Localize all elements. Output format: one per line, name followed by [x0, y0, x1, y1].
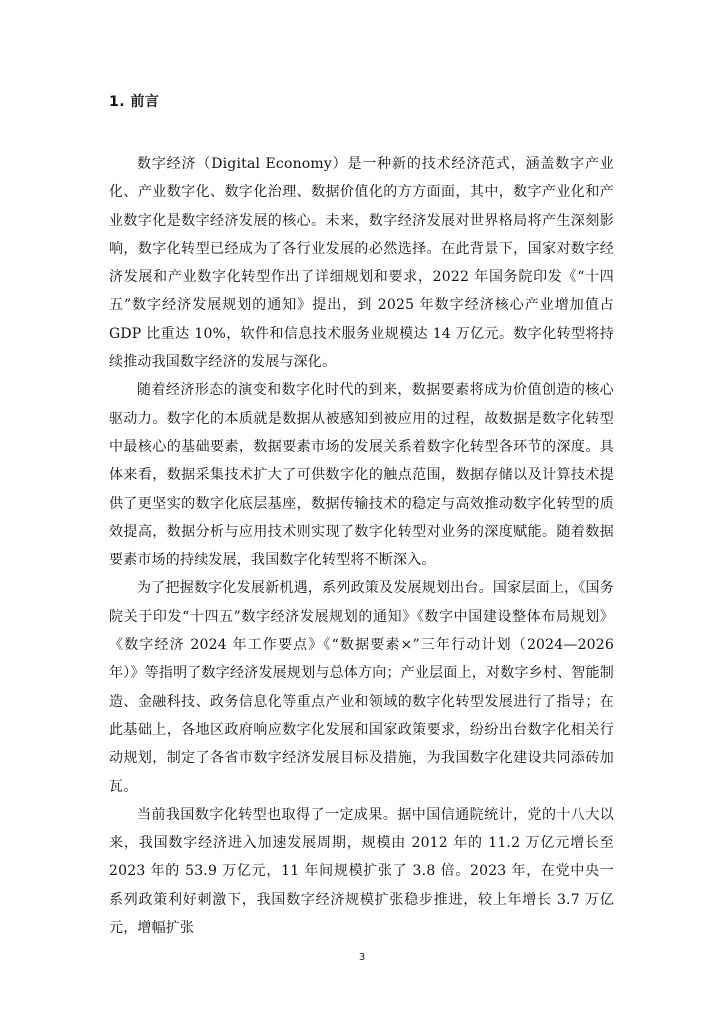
paragraph-1: 数字经济（Digital Economy）是一种新的技术经济范式，涵盖数字产业化、产业数字化、数字化治理、数据价值化的方方面面，其中，数字产业化和产业数字化是数字经济发展的核心。未来，数字经济发展对世界格局将产生深刻影响，数字化转型已经成为了各行业发展的必然选择。在此背景下，国家对数字经济发展和产业数字化转型作出了详细规划和要求，2022 年国务院印发《“十四五”数字经济发展规划的通知》提出，到 2025 年数字经济核心产业增加值占 GDP 比重达 10%，软件和信息技术服务业规模达 14 万亿元。数字化转型将持续推动我国数字经济的发展与深化。 — [109, 156, 614, 371]
paragraph-4: 当前我国数字化转型也取得了一定成果。据中国信通院统计，党的十八大以来，我国数字经济进入加速发展周期，规模由 2012 年的 11.2 万亿元增长至 2023 年的 53.9 万亿元，11 年间规模扩张了 3.8 倍。2023 年，在党中央一系列政策利好刺激下，我国数字经济规模扩张稳步推进，较上年增长 3.7 万亿元，增幅扩张 — [109, 806, 614, 937]
section-heading: 1. 前言 — [109, 94, 160, 110]
paragraph-3: 为了把握数字化发展新机遇，系列政策及发展规划出台。国家层面上，《国务院关于印发“十四五”数字经济发展规划的通知》《数字中国建设整体布局规划》《数字经济 2024 年工作要点》《“数据要素×”三年行动计划（2024—2026 年）》等指明了数字经济发展规划与总体方向；产业层面上，对数字乡村、智能制造、金融科技、政务信息化等重点产业和领域的数字化转型发展进行了指导；在此基础上，各地区政府响应数字化发展和国家政策要求，纷纷出台数字化相关行动规划，制定了各省市数字经济发展目标及措施，为我国数字化建设共同添砖加瓦。 — [109, 580, 614, 795]
page-number: 3 — [358, 952, 366, 963]
paragraph-2: 随着经济形态的演变和数字化时代的到来，数据要素将成为价值创造的核心驱动力。数字化的本质就是数据从被感知到被应用的过程，故数据是数字化转型中最核心的基础要素，数据要素市场的发展关系着数字化转型各环节的深度。具体来看，数据采集技术扩大了可供数字化的触点范围，数据存储以及计算技术提供了更坚实的数字化底层基座，数据传输技术的稳定与高效推动数字化转型的质效提高，数据分析与应用技术则实现了数字化转型对业务的深度赋能。随着数据要素市场的持续发展，我国数字化转型将不断深入。 — [109, 382, 614, 569]
body-text — [109, 150, 614, 942]
